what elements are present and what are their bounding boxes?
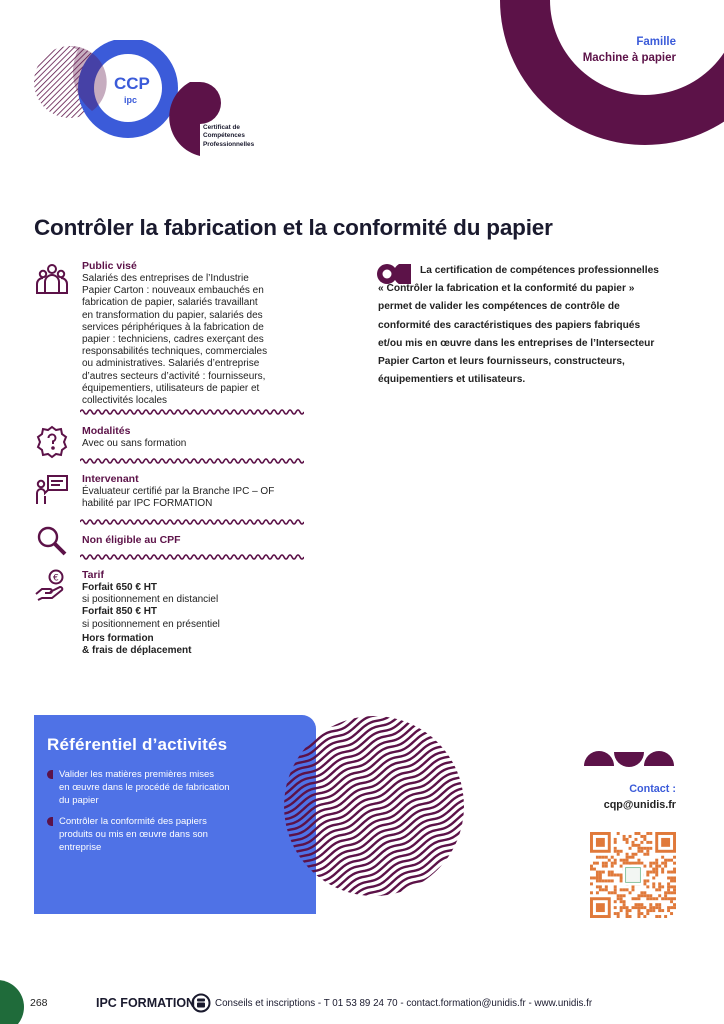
magnifier-icon <box>34 523 70 559</box>
referentiel-item <box>59 768 274 808</box>
referentiel-item-line: Contrôler la conformité des papiers <box>59 816 207 827</box>
public-line: d’autres secteurs d’activité : fournisseurs, <box>82 370 266 382</box>
logo-caption-line1: Certificat de <box>203 124 240 131</box>
green-corner <box>0 980 24 1024</box>
intervenant-line: Évaluateur certifié par la Branche IPC – OF <box>82 486 275 497</box>
logo-caption-line2: Compétences <box>203 132 245 140</box>
modalites-heading: Modalités <box>82 425 131 437</box>
contact-email[interactable]: cqp@unidis.fr <box>603 799 676 811</box>
qr-code[interactable] <box>590 832 676 918</box>
intervenant-text <box>82 486 312 510</box>
wave-logo-icon <box>584 748 676 770</box>
public-line: en transformation du papier, salariés des <box>82 309 263 321</box>
public-heading: Public visé <box>82 260 137 272</box>
tarif-extra-1: Hors formation <box>82 632 154 644</box>
logo-ccp-text: CCP <box>114 74 150 93</box>
cpf-heading: Non éligible au CPF <box>82 534 181 546</box>
wavy-circle-pattern <box>282 714 466 898</box>
public-line: fabrication de papier, salariés travaillant <box>82 297 258 309</box>
public-line: services périphériques à la fabrication de <box>82 321 264 333</box>
logo-ipc-text: ipc <box>124 95 138 105</box>
referentiel-item-line: Valider les matières premières mises <box>59 769 215 780</box>
intro-line: conformité des caractéristiques des papiers fabriqués <box>378 319 641 331</box>
contact-label: Contact : <box>629 783 676 795</box>
wave-divider <box>80 407 304 417</box>
intro-text <box>378 262 678 389</box>
intervenant-heading: Intervenant <box>82 473 139 485</box>
referentiel-item-line: en œuvre dans le procédé de fabrication <box>59 782 230 794</box>
puzzle-question-icon <box>34 423 70 459</box>
people-icon <box>34 262 70 298</box>
intervenant-line: habilité par IPC FORMATION <box>82 498 213 510</box>
public-line: ou administratives. Salariés d’entreprise <box>82 358 260 370</box>
public-line: papier : techniciens, cadres exerçant des <box>82 334 264 346</box>
tarif-note-2: si positionnement en présentiel <box>82 618 220 630</box>
presenter-icon <box>34 472 70 508</box>
intro-line: La certification de compétences professionnelles <box>420 265 659 276</box>
referentiel-title: Référentiel d’activités <box>47 735 228 754</box>
page-number: 268 <box>30 997 48 1009</box>
hand-coin-icon <box>34 568 70 604</box>
footer-brand: IPC FORMATION <box>96 996 196 1010</box>
tarif-price-1: Forfait 650 € HT <box>82 582 158 593</box>
famille-value: Machine à papier <box>582 52 676 64</box>
intro-line: Papier Carton et leurs fournisseurs, constructeurs, <box>378 356 625 368</box>
famille-label: Famille <box>636 36 676 48</box>
wave-divider <box>80 456 304 466</box>
tarif-block <box>82 582 287 657</box>
intro-line: « Contrôler la fabrication et la conformité du papier » <box>378 283 635 295</box>
wave-divider <box>80 517 304 527</box>
public-line: Salariés des entreprises de l’Industrie <box>82 273 249 284</box>
bullet-marker <box>47 770 53 779</box>
logo-caption-line3: Professionnelles <box>203 140 255 148</box>
tarif-note-1: si positionnement en distanciel <box>82 594 219 606</box>
tarif-price-2: Forfait 850 € HT <box>82 606 158 618</box>
public-line: Papier Carton : nouveaux embauchés en <box>82 285 264 297</box>
referentiel-item-line: entreprise <box>59 842 102 854</box>
page-title: Contrôler la fabrication et la conformité du papier <box>34 215 553 240</box>
contact-block <box>604 781 676 813</box>
public-text <box>82 273 287 407</box>
public-line: responsabilités techniques, commerciales <box>82 346 268 358</box>
intro-line: permet de valider les compétences de contrôle de <box>378 301 620 313</box>
wavy-line <box>282 714 451 732</box>
tarif-heading: Tarif <box>82 569 104 581</box>
svg-text:€: € <box>53 573 59 584</box>
logo-caption <box>203 124 254 149</box>
referentiel-item-line: du papier <box>59 795 99 807</box>
phone-icon <box>191 993 211 1013</box>
referentiel-item-line: produits ou mis en œuvre dans son <box>59 829 208 841</box>
intro-line: équipementiers et utilisateurs. <box>378 374 526 386</box>
wavy-line <box>371 889 466 898</box>
footer-contact-text: Conseils et inscriptions - T 01 53 89 24 70 - contact.formation@unidis.fr - www.unidis.fr <box>215 998 593 1009</box>
bullet-marker <box>47 817 53 826</box>
public-line: collectivités locales <box>82 395 168 407</box>
public-line: équipementiers, utilisateurs de papier et <box>82 382 260 394</box>
intro-line: et/ou mis en œuvre dans les entreprises de l’Intersecteur <box>378 337 655 349</box>
wave-divider <box>80 552 304 562</box>
famille-block <box>583 34 676 66</box>
modalites-text: Avec ou sans formation <box>82 438 187 449</box>
referentiel-item <box>59 815 274 855</box>
tarif-extra-2: & frais de déplacement <box>82 645 192 657</box>
